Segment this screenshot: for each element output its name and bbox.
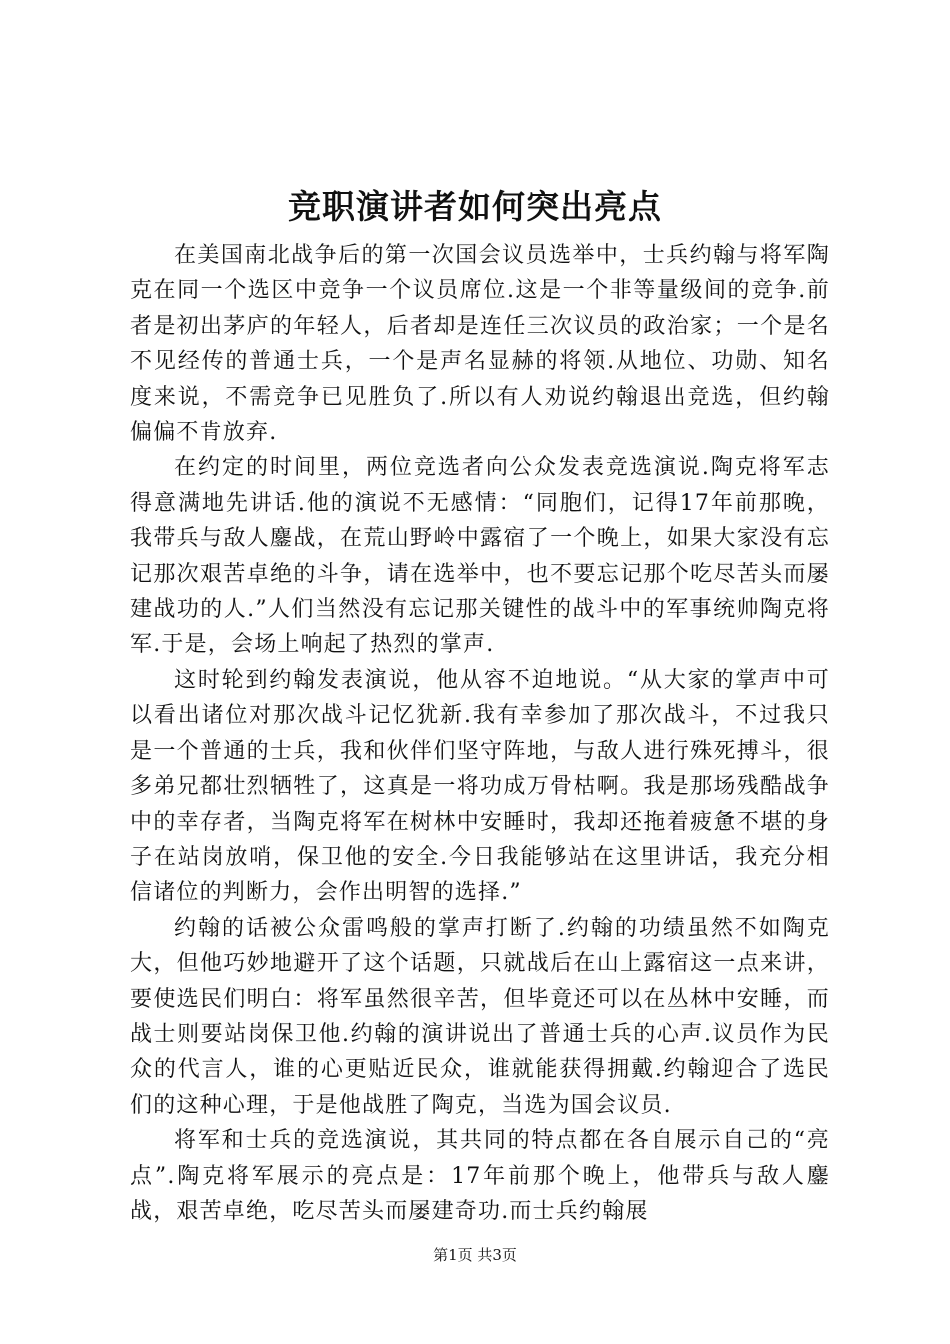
paragraph-2: 在约定的时间里，两位竞选者向公众发表竞选演说.陶克将军志得意满地先讲话.他的演说不无感情：“同胞们，记得17年前那晚，我带兵与敌人鏖战，在荒山野岭中露宿了一个晚上，如果大家没有忘记那次艰苦卓绝的斗争，请在选举中，也不要忘记那个吃尽苦头而屡建战功的人.”人们当然没有忘记那关键性的战斗中的军事统帅陶克将军.于是，会场上响起了热烈的掌声. <box>130 455 830 658</box>
paragraph-5: 将军和士兵的竞选演说，其共同的特点都在各自展示自己的“亮点”.陶克将军展示的亮点是：17年前那个晚上，他带兵与敌人鏖战，艰苦卓绝，吃尽苦头而屡建奇功.而士兵约翰展 <box>130 1128 830 1224</box>
page-number-footer: 第1页 共3页 <box>433 1246 517 1264</box>
paragraph-4: 约翰的话被公众雷鸣般的掌声打断了.约翰的功绩虽然不如陶克大，但他巧妙地避开了这个话题，只就战后在山上露宿这一点来讲，要使选民们明白：将军虽然很辛苦，但毕竟还可以在丛林中安睡，而战士则要站岗保卫他.约翰的演讲说出了普通士兵的心声.议员作为民众的代言人，谁的心更贴近民众，谁就能获得拥戴.约翰迎合了选民们的这种心理，于是他战胜了陶克，当选为国会议员. <box>130 915 830 1118</box>
paragraph-3: 这时轮到约翰发表演说，他从容不迫地说。“从大家的掌声中可以看出诸位对那次战斗记忆犹新.我有幸参加了那次战斗，不过我只是一个普通的士兵，我和伙伴们坚守阵地，与敌人进行殊死搏斗，很多弟兄都壮烈牺牲了，这真是一将功成万骨枯啊。我是那场残酷战争中的幸存者，当陶克将军在树林中安睡时，我却还拖着疲惫不堪的身子在站岗放哨，保卫他的安全.今日我能够站在这里讲话，我充分相信诸位的判断力，会作出明智的选择.” <box>130 667 830 906</box>
document-body <box>130 238 830 1229</box>
document-title: 竞职演讲者如何突出亮点 <box>288 187 662 226</box>
paragraph-1: 在美国南北战争后的第一次国会议员选举中，士兵约翰与将军陶克在同一个选区中竞争一个议员席位.这是一个非等量级间的竞争.前者是初出茅庐的年轻人，后者却是连任三次议员的政治家；一个是名不见经传的普通士兵，一个是声名显赫的将领.从地位、功勋、知名度来说，不需竞争已见胜负了.所以有人劝说约翰退出竞选，但约翰偏偏不肯放弃. <box>130 243 830 446</box>
